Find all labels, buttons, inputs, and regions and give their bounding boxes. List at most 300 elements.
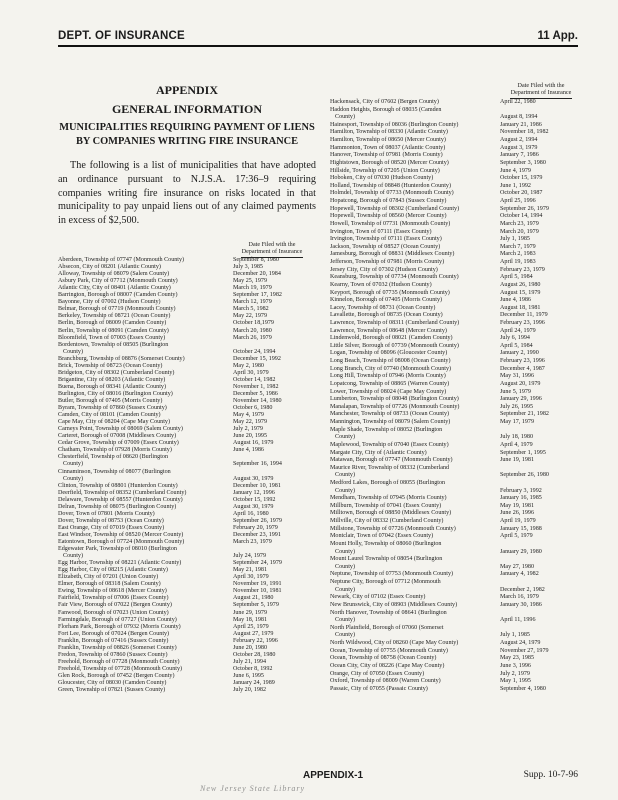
municipality-row — [330, 495, 600, 503]
municipality-row — [330, 655, 600, 663]
date-filed: August 16, 1979 — [233, 440, 274, 447]
municipality-row — [58, 454, 328, 468]
municipality-name: Matawan, Borough of 07747 (Monmouth County) — [330, 457, 453, 464]
municipality-name-continued: County) — [335, 617, 355, 624]
municipality-name: North Hanover, Township of 08641 (Burlington — [330, 609, 447, 616]
municipality-row — [330, 556, 600, 571]
municipality-name: Howell, Township of 07731 (Monmouth County) — [330, 220, 451, 227]
municipality-row — [58, 469, 328, 483]
date-filed: April 19, 1979 — [500, 518, 536, 525]
municipality-name: Ocean, Township of 08758 (Ocean County) — [330, 655, 437, 662]
date-filed: June 1, 1992 — [500, 182, 531, 189]
date-filed: September 26, 1979 — [500, 205, 549, 212]
date-filed: April 16, 1980 — [233, 510, 269, 517]
date-filed: May 17, 1979 — [500, 419, 535, 426]
date-filed: September 16, 1994 — [233, 461, 282, 468]
municipality-name: Fairfield, Township of 07006 (Essex County) — [58, 595, 169, 602]
municipality-name: Manalapan, Township of 07726 (Monmouth County) — [330, 403, 460, 410]
municipality-name: Fredon, Township of 07860 (Sussex County) — [58, 651, 168, 658]
date-filed: April 19, 1983 — [500, 259, 536, 266]
date-filed: June 20, 1980 — [233, 644, 268, 651]
municipality-name-continued: County) — [63, 461, 83, 468]
header-department: DEPT. OF INSURANCE — [58, 30, 185, 42]
municipality-row — [58, 328, 328, 335]
municipality-name: Mount Holly, Township of 08060 (Burlington — [330, 540, 442, 547]
date-filed: August 21, 1980 — [233, 595, 274, 602]
municipality-name: Montclair, Town of 07042 (Essex County) — [330, 533, 434, 540]
date-filed: July 24, 1979 — [233, 553, 267, 560]
municipality-name: Neptune City, Borough of 07712 (Monmouth — [330, 579, 441, 586]
date-filed: September 1, 1995 — [500, 449, 546, 456]
municipality-name: Millstone, Township of 07726 (Monmouth County) — [330, 525, 456, 532]
running-header — [58, 25, 578, 47]
date-filed: July 2, 1979 — [233, 426, 263, 433]
date-filed: May 2, 1980 — [233, 362, 264, 369]
municipality-row — [58, 666, 328, 673]
date-filed: November 18, 1982 — [500, 129, 549, 136]
date-filed: December 11, 1979 — [500, 312, 548, 319]
date-filed: November 27, 1979 — [500, 647, 549, 654]
municipality-row — [58, 483, 328, 490]
date-filed: October 6, 1980 — [233, 405, 273, 412]
municipality-name: Eatontown, Borough of 07724 (Monmouth County) — [58, 539, 185, 545]
date-filed: January 16, 1985 — [500, 495, 542, 502]
date-filed: April 25, 1979 — [233, 623, 269, 630]
municipality-row — [58, 532, 328, 539]
appendix-subtitle: GENERAL INFORMATION — [111, 102, 263, 116]
municipality-name: Franklin, Township of 08826 (Somerset County) — [58, 644, 177, 651]
municipality-name: Bayonne, City of 07002 (Hudson County) — [58, 299, 161, 306]
column-header-line1: Date Filed with the — [248, 242, 296, 248]
date-filed: February 3, 1992 — [500, 487, 542, 494]
date-filed: December 10, 1981 — [233, 482, 281, 489]
municipality-name-continued: County) — [335, 548, 355, 555]
date-filed: January 24, 1989 — [233, 680, 275, 686]
municipality-name: Little Silver, Borough of 07739 (Monmouth County) — [330, 342, 459, 349]
date-filed: March 19, 1979 — [233, 285, 272, 292]
municipality-name: Kearny, Town of 07032 (Hudson County) — [330, 281, 432, 288]
municipality-row — [330, 213, 600, 221]
municipality-name: Millburn, Township of 07041 (Essex County) — [330, 502, 442, 509]
municipality-name: Bloomfield, Town of 07003 (Essex County) — [58, 334, 166, 341]
date-filed: August 8, 1994 — [500, 114, 538, 121]
column-header-line2: Department of Insurance — [510, 90, 573, 98]
municipality-row — [330, 480, 600, 495]
municipality-row — [330, 236, 600, 244]
municipality-name: Egg Harbor, City of 08215 (Atlantic County) — [58, 567, 168, 574]
municipality-name: Orange, City of 07050 (Essex County) — [330, 670, 425, 677]
municipality-name-continued: County) — [335, 632, 355, 639]
municipality-name: Lindenwold, Borough of 08021 (Camden County) — [330, 335, 453, 342]
municipality-name: Franklin, Borough of 07416 (Sussex County) — [58, 637, 169, 644]
municipality-row — [330, 671, 600, 679]
municipality-name: Camden, City of 08101 (Camden County) — [58, 412, 161, 419]
date-filed: June 26, 1996 — [500, 510, 535, 517]
municipality-name: Maurice River, Township of 08332 (Cumberland — [330, 464, 450, 471]
municipality-name: Irvington, Town of 07111 (Essex County) — [330, 228, 432, 235]
date-filed: August 2, 1994 — [500, 137, 538, 144]
municipality-name: Maple Shade, Township of 08052 (Burlington — [330, 426, 443, 433]
date-filed: February 20, 1979 — [233, 524, 278, 531]
municipality-name: Hackensack, City of 07602 (Bergen County) — [330, 99, 439, 105]
municipality-name: Buena, Borough of 08341 (Atlantic County) — [58, 383, 166, 390]
date-filed: September 4, 1980 — [500, 685, 546, 692]
municipality-name: Jefferson, Township of 07981 (Morris County) — [330, 259, 445, 266]
municipality-row — [330, 663, 600, 671]
library-stamp: New Jersey State Library — [200, 784, 306, 793]
municipality-name: Brigantine, City of 08203 (Atlantic County) — [58, 376, 166, 383]
municipality-name: Keansburg, Township of 07734 (Monmouth County) — [330, 274, 459, 281]
date-filed: March 20, 1980 — [233, 327, 272, 334]
municipality-row — [330, 427, 600, 442]
date-filed: April 25, 1996 — [500, 198, 536, 205]
date-filed: October 14, 1982 — [233, 376, 276, 383]
municipality-row — [58, 377, 328, 384]
municipality-row — [330, 579, 600, 594]
date-filed: February 23, 1996 — [500, 358, 545, 365]
date-filed: October 18,1979 — [233, 320, 274, 327]
date-filed: June 5, 1979 — [500, 388, 531, 395]
date-filed: April 30, 1979 — [233, 369, 269, 376]
municipality-row — [58, 652, 328, 659]
date-filed: May 25, 1979 — [233, 278, 268, 285]
date-filed: December 4, 1987 — [500, 365, 545, 372]
municipality-name-continued: County) — [335, 472, 355, 479]
date-filed: May 18, 1981 — [233, 616, 268, 623]
municipality-name: Alloway, Township of 08079 (Salem County) — [58, 271, 170, 278]
municipality-row — [58, 391, 328, 398]
municipality-name: Dover, Township of 08753 (Ocean County) — [58, 517, 164, 524]
municipality-name: Clinton, Township of 08801 (Hunterdon County) — [58, 482, 178, 489]
municipality-name: Belmar, Borough of 07719 (Monmouth County) — [58, 306, 176, 313]
municipality-name: Lopatcong, Township of 08865 (Warren County) — [330, 380, 450, 387]
municipality-name: Milltown, Borough of 08850 (Middlesex County) — [330, 510, 452, 517]
municipality-name: Fort Lee, Borough of 07024 (Bergen County) — [58, 630, 170, 637]
municipality-row — [330, 198, 600, 206]
municipality-name: Berkeley, Township of 08721 (Ocean County) — [58, 313, 171, 320]
municipality-row — [58, 645, 328, 652]
municipality-name: Kinnelon, Borough of 07405 (Morris County) — [330, 297, 443, 304]
municipality-row — [330, 320, 600, 328]
municipality-row — [58, 370, 328, 377]
municipality-name: Ocean, Township of 07755 (Monmouth County) — [330, 647, 448, 654]
municipality-row — [330, 450, 600, 458]
municipality-row — [330, 640, 600, 648]
municipality-name: Carneys Point, Township of 08069 (Salem County) — [58, 426, 183, 433]
municipality-row — [58, 320, 328, 327]
date-filed: January 7, 1986 — [500, 152, 539, 159]
date-filed: August 30, 1979 — [233, 503, 274, 510]
date-filed: September 24, 1979 — [233, 560, 282, 567]
date-filed: June 4, 1986 — [500, 297, 531, 304]
municipality-name: East Orange, City of 07019 (Essex County) — [58, 524, 165, 531]
municipality-row — [58, 638, 328, 645]
date-filed: September 17, 1982 — [233, 292, 282, 299]
municipality-name: Barrington, Borough of 08007 (Camden County) — [58, 292, 178, 299]
date-filed: June 29, 1979 — [233, 609, 268, 616]
date-filed: September 21, 1982 — [500, 411, 549, 418]
column-header-line1: Date Filed with the — [517, 83, 565, 89]
municipality-row — [330, 221, 600, 229]
date-filed: December 20, 1984 — [233, 271, 281, 278]
municipality-row — [330, 389, 600, 397]
municipality-row — [330, 419, 600, 427]
date-filed: November 19, 1991 — [233, 581, 282, 588]
municipality-name: Hopewell, Township of 08560 (Mercer County) — [330, 213, 447, 220]
date-filed: June 4, 1979 — [500, 167, 531, 174]
municipality-name: Chesterfield, Township of 08620 (Burlington — [58, 454, 168, 461]
municipality-name: Berlin, Township of 08091 (Camden County) — [58, 327, 169, 334]
municipality-row — [58, 624, 328, 631]
municipality-row — [330, 290, 600, 298]
municipality-name: Hainesport, Township of 08036 (Burlington County) — [330, 121, 459, 128]
date-filed: July 3, 1985 — [233, 264, 263, 271]
municipality-row — [330, 160, 600, 168]
municipality-row — [58, 504, 328, 511]
date-filed: August 24, 1979 — [500, 640, 541, 647]
date-filed: April 24, 1979 — [500, 327, 536, 334]
municipality-name: Burlington, City of 08016 (Burlington County) — [58, 390, 173, 397]
municipality-name: North Plainfield, Borough of 07060 (Somerset — [330, 624, 444, 631]
date-filed: December 23, 1991 — [233, 531, 281, 538]
date-filed: June 3, 1996 — [500, 662, 531, 669]
municipality-name: Mount Laurel Township of 08054 (Burlington — [330, 556, 443, 563]
municipality-row — [58, 257, 328, 264]
date-filed: November 10, 1981 — [233, 588, 282, 595]
date-filed: December 15, 1992 — [233, 355, 281, 362]
date-filed: June 4, 1986 — [233, 447, 264, 454]
municipality-row — [58, 602, 328, 609]
municipality-name: Jackson, Township of 08527 (Ocean County) — [330, 243, 441, 250]
date-filed: July 6, 1994 — [500, 335, 530, 342]
municipality-name: Carteret, Borough of 07008 (Middlesex County) — [58, 433, 177, 440]
municipality-name: Atlantic City, City of 08401 (Atlantic County) — [58, 285, 171, 292]
date-filed: May 23, 1985 — [500, 655, 535, 662]
date-filed: September 26, 1980 — [500, 472, 549, 479]
municipality-name: Dover, Town of 07801 (Morris County) — [58, 510, 155, 517]
municipality-row — [330, 442, 600, 450]
intro-paragraph: The following is a list of municipalities that have adopted an ordinance pursuant to N.J.S.A. 17:36–9 requiring companies writing fire insurance on risks located in that municipality to pay unpaid liens out of any claimed payments in excess of $2,500. — [58, 160, 316, 227]
municipality-name: Long Hill, Township of 07946 (Morris County) — [330, 373, 446, 380]
municipality-name-continued: County) — [63, 553, 83, 560]
municipality-row — [330, 686, 600, 694]
date-filed: March 26, 1979 — [233, 334, 272, 341]
date-filed: September 3, 1980 — [500, 159, 546, 166]
date-filed: July 26, 1995 — [500, 403, 534, 410]
municipality-row — [58, 490, 328, 497]
date-filed: March 20, 1979 — [500, 228, 539, 235]
municipality-name: Egg Harbor, Township of 08221 (Atlantic County) — [58, 560, 182, 567]
date-filed: June 6, 1995 — [233, 672, 264, 679]
date-filed: May 31, 1996 — [500, 373, 535, 380]
municipality-name: Ocean City, City of 08226 (Cape May County) — [330, 662, 445, 669]
date-filed: October 15, 1979 — [500, 175, 543, 182]
date-filed: April 11, 1996 — [500, 617, 536, 624]
municipality-name-continued: County) — [63, 475, 83, 482]
municipality-row — [330, 350, 600, 358]
date-filed: December 2, 1982 — [500, 586, 545, 593]
date-filed: September 8, 1980 — [233, 257, 279, 263]
date-filed: April 4, 1979 — [500, 441, 533, 448]
municipality-row — [330, 107, 600, 122]
date-filed: July 18, 1980 — [500, 434, 534, 441]
municipality-name: Hanover, Township of 07981 (Morris County) — [330, 152, 443, 159]
date-filed: February 23, 1996 — [500, 319, 545, 326]
footer-supplement-date: Supp. 10-7-96 — [523, 770, 578, 780]
date-filed: November 1, 1982 — [233, 383, 279, 390]
municipality-name: Fanwood, Borough of 07023 (Union County) — [58, 609, 169, 616]
municipality-name: Lower, Township of 08024 (Cape May County) — [330, 388, 447, 395]
municipality-name: Elizabeth, City of 07201 (Union County) — [58, 574, 159, 581]
date-filed: July 20, 1982 — [233, 687, 267, 694]
municipality-row — [58, 335, 328, 342]
municipality-row — [58, 687, 328, 694]
date-filed: March 12, 1979 — [233, 299, 272, 306]
municipality-name: Long Branch, City of 07740 (Monmouth County) — [330, 365, 452, 372]
municipality-row — [58, 659, 328, 666]
date-filed: July 21, 1994 — [233, 658, 267, 665]
municipality-name: Lavallette, Borough of 08735 (Ocean County) — [330, 312, 443, 319]
municipality-name: Hopewell, Township of 08302 (Cumberland County) — [330, 205, 460, 212]
municipality-row — [330, 533, 600, 541]
municipality-row — [330, 129, 600, 137]
municipality-row — [58, 525, 328, 532]
date-filed: April 22, 1980 — [500, 99, 536, 105]
date-filed: September 5, 1979 — [233, 602, 279, 609]
date-filed: January 21, 1986 — [500, 121, 542, 128]
municipality-name: Florham Park, Borough of 07932 (Morris County) — [58, 623, 181, 630]
municipality-row — [330, 358, 600, 366]
municipality-name: Lacey, Township of 08731 (Ocean County) — [330, 304, 436, 311]
municipality-row — [58, 610, 328, 617]
municipality-row — [58, 518, 328, 525]
date-filed: August 30, 1979 — [233, 475, 274, 482]
municipality-row — [330, 678, 600, 686]
left-date-column-header — [226, 242, 318, 258]
municipality-name: Byram, Township of 07860 (Sussex County) — [58, 405, 167, 412]
municipality-row — [330, 297, 600, 305]
date-filed: January 12, 1996 — [233, 489, 275, 496]
municipality-name: Deerfield, Township of 08352 (Cumberland County) — [58, 489, 187, 496]
date-filed: January 2, 1990 — [500, 350, 539, 357]
municipality-name-continued: County) — [335, 487, 355, 494]
municipality-row — [330, 457, 600, 465]
municipality-row — [58, 617, 328, 624]
municipality-row — [58, 511, 328, 518]
municipality-row — [330, 137, 600, 145]
municipality-row — [58, 680, 328, 687]
date-filed: July 2, 1979 — [500, 670, 530, 677]
date-filed: January 4, 1982 — [500, 571, 539, 578]
date-filed: March 23, 1979 — [500, 220, 539, 227]
municipality-name: Bordentown, Township of 08505 (Burlington — [58, 341, 169, 348]
municipality-name: Passaic, City of 07055 (Passaic County) — [330, 685, 428, 692]
municipality-name: Jamesburg, Borough of 08831 (Middlesex County) — [330, 251, 455, 258]
municipality-name: Gloucester, City of 08030 (Camden County) — [58, 680, 167, 686]
date-filed: April 5, 1984 — [500, 274, 533, 281]
municipality-name: Margate City, City of (Atlantic County) — [330, 449, 427, 456]
municipality-name: Maplewood, Township of 07040 (Essex County) — [330, 441, 449, 448]
municipality-name: East Windsor, Township of 08520 (Mercer County) — [58, 531, 184, 538]
municipality-name-continued: County) — [335, 563, 355, 570]
municipality-name-continued: County) — [63, 348, 83, 355]
municipality-name: Delran, Township of 08075 (Burlington County) — [58, 503, 177, 510]
municipality-row — [58, 497, 328, 504]
date-filed: April 30, 1979 — [233, 574, 269, 581]
date-filed: March 7, 1979 — [500, 243, 536, 250]
municipality-name: Lumberton, Township of 08048 (Burlington County) — [330, 396, 459, 403]
municipality-row — [330, 274, 600, 282]
municipality-name: Hoboken, City of 07030 (Hudson County) — [330, 175, 434, 182]
date-filed: August 27, 1979 — [233, 630, 274, 637]
municipality-row — [330, 259, 600, 267]
municipality-name-continued: County) — [335, 434, 355, 441]
municipality-name: Holmdel, Township of 07733 (Monmouth County) — [330, 190, 454, 197]
municipality-name: Hopatcong, Borough of 07843 (Sussex County) — [330, 198, 447, 205]
municipality-row — [330, 335, 600, 343]
municipality-name: Irvington, Township of 07111 (Essex County) — [330, 236, 442, 243]
date-filed: May 22, 1979 — [233, 419, 268, 426]
date-filed: November 14, 1980 — [233, 398, 282, 404]
municipality-name: Cinnaminson, Township of 08077 (Burlington — [58, 468, 171, 475]
municipality-name: Brick, Township of 08723 (Ocean County) — [58, 362, 163, 369]
municipality-name: Delaware, Township of 08557 (Hunterdon County) — [58, 496, 183, 503]
date-filed: May 1, 1995 — [500, 678, 531, 685]
municipality-row — [58, 673, 328, 680]
municipality-row — [58, 398, 328, 405]
municipality-row — [330, 190, 600, 198]
municipality-row — [58, 356, 328, 363]
municipality-name: Medford Lakes, Borough of 08055 (Burlington — [330, 480, 446, 486]
date-filed: September 26, 1979 — [233, 517, 282, 524]
municipality-name: Hamilton, Township of 08650 (Mercer County) — [330, 137, 446, 144]
municipality-name: Oxford, Township of 08009 (Warren County) — [330, 678, 441, 685]
municipality-name: Logan, Township of 08096 (Gloucester County) — [330, 350, 448, 357]
municipality-name: North Wildwood, City of 08260 (Cape May County) — [330, 640, 459, 647]
municipality-name: Elmer, Borough of 08318 (Salem County) — [58, 581, 161, 588]
municipality-name-continued: County) — [335, 114, 355, 121]
municipality-row — [330, 510, 600, 518]
municipality-row — [330, 99, 600, 107]
municipality-row — [58, 342, 328, 356]
municipality-name: Haddon Heights, Borough of 08035 (Camden — [330, 106, 442, 113]
date-filed: August 3, 1979 — [500, 144, 538, 151]
date-filed: February 22, 1996 — [233, 637, 278, 644]
date-filed: June 19, 1981 — [500, 457, 535, 464]
municipality-name: Asbury Park, City of 07712 (Monmouth County) — [58, 278, 178, 285]
date-filed: March 2, 1983 — [500, 251, 536, 258]
municipality-name: Freehold, Township of 07728 (Monmouth County) — [58, 665, 183, 672]
municipality-row — [58, 384, 328, 391]
municipality-name: Lawrence, Township of 08311 (Cumberland County) — [330, 319, 460, 326]
municipality-row — [58, 539, 328, 546]
municipality-name: Absecon, City of 08201 (Atlantic County) — [58, 264, 161, 271]
date-filed: October 8, 1992 — [233, 665, 273, 672]
municipality-row — [330, 465, 600, 480]
date-filed: August 20, 1979 — [500, 380, 541, 387]
municipality-row — [330, 312, 600, 320]
appendix-title: APPENDIX — [156, 83, 218, 97]
municipality-name: Holland, Township of 08848 (Hunterdon County) — [330, 182, 451, 189]
date-filed: March 23, 1979 — [233, 539, 272, 545]
municipality-row — [330, 282, 600, 290]
municipality-name-continued: County) — [335, 586, 355, 593]
municipality-row — [330, 541, 600, 556]
municipality-name: Branchburg, Township of 08876 (Somerset County) — [58, 355, 185, 362]
date-filed: January 29, 1980 — [500, 548, 542, 555]
municipality-name: Cape May, City of 08204 (Cape May County) — [58, 419, 170, 426]
date-filed: October 28, 1980 — [233, 651, 276, 658]
